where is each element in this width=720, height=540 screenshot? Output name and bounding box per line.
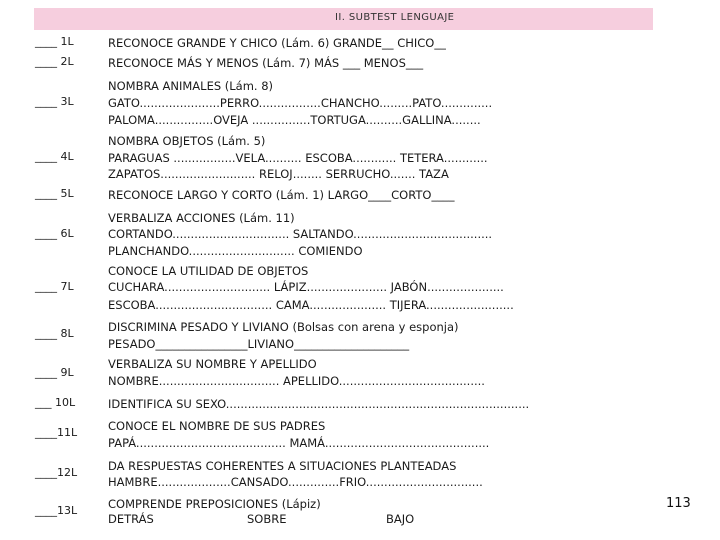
item-line: RECONOCE LARGO Y CORTO (Lám. 1) LARGO____CORTO____ (108, 188, 455, 202)
item-number: ____ 2L (35, 55, 74, 68)
subtest-title: II. SUBTEST LENGUAJE (335, 12, 455, 23)
item-heading: NOMBRA ANIMALES (Lám. 8) (108, 79, 274, 93)
item-number: ____ 4L (35, 150, 74, 163)
item-line: CORTANDO................................ SALTANDO...................................... (108, 227, 493, 241)
item-line: CUCHARA............................. LÁPIZ...................... JABÓN..................... (108, 280, 504, 294)
item-line: GATO......................PERRO.................CHANCHO.........PATO.............. (108, 96, 493, 110)
item-number: ____ 7L (35, 280, 74, 293)
item-line: IDENTIFICA SU SEXO................................................................................... (108, 397, 530, 411)
item-heading: DA RESPUESTAS COHERENTES A SITUACIONES PLANTEADAS (108, 459, 457, 473)
item-line: PESADO________________LIVIANO____________________ (108, 337, 410, 351)
item-number: ____ 5L (35, 187, 74, 200)
item-line: PLANCHANDO............................. COMIENDO (108, 244, 363, 258)
word-bajo: BAJO (386, 512, 415, 526)
item-heading: NOMBRA OBJETOS (Lám. 5) (108, 134, 266, 148)
page-number: 113 (666, 496, 691, 511)
item-line: ESCOBA................................ CAMA..................... TIJERA........................ (108, 298, 514, 312)
item-line: PAPÁ......................................... MAMÁ............................................. (108, 436, 490, 450)
item-number: ____ 1L (35, 35, 74, 48)
item-line: PARAGUAS .................VELA.......... ESCOBA............ TETERA............ (108, 151, 488, 165)
item-line: RECONOCE MÁS Y MENOS (Lám. 7) MÁS ___ MENOS___ (108, 56, 424, 70)
item-line: RECONOCE GRANDE Y CHICO (Lám. 6) GRANDE__ CHICO__ (108, 36, 446, 50)
item-number: ____ 8L (35, 327, 74, 340)
item-line: PALOMA................OVEJA ................TORTUGA..........GALLINA........ (108, 113, 481, 127)
item-line: HAMBRE....................CANSADO..............FRIO................................ (108, 475, 483, 489)
word-sobre: SOBRE (247, 512, 287, 526)
item-number: ____12L (35, 466, 78, 479)
item-number: ____ 9L (35, 366, 74, 379)
item-heading: VERBALIZA ACCIONES (Lám. 11) (108, 211, 295, 225)
item-heading: DISCRIMINA PESADO Y LIVIANO (Bolsas con arena y esponja) (108, 320, 459, 334)
item-number: ____ 3L (35, 95, 74, 108)
item-number: ____ 6L (35, 227, 74, 240)
item-line: ZAPATOS.......................... RELOJ........ SERRUCHO....... TAZA (108, 167, 449, 181)
item-heading: VERBALIZA SU NOMBRE Y APELLIDO (108, 357, 317, 371)
item-number: ___ 10L (35, 396, 76, 409)
item-heading: CONOCE EL NOMBRE DE SUS PADRES (108, 419, 326, 433)
item-number: ____13L (35, 504, 78, 517)
item-line: NOMBRE................................. APELLIDO........................................ (108, 374, 485, 388)
word-detras: DETRÁS (108, 512, 154, 526)
item-heading: COMPRENDE PREPOSICIONES (Lápiz) (108, 497, 321, 511)
item-heading: CONOCE LA UTILIDAD DE OBJETOS (108, 264, 309, 278)
item-number: ____11L (35, 426, 78, 439)
